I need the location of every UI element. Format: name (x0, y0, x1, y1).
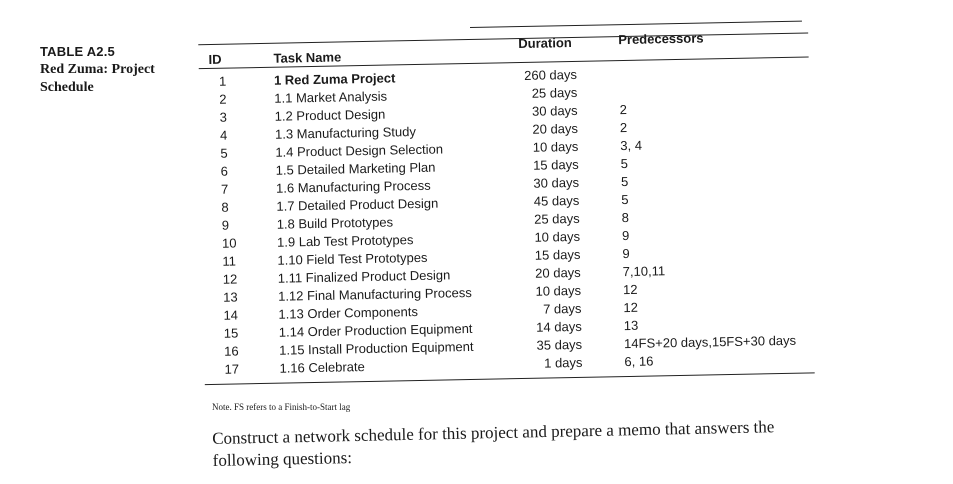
row-id: 15 (223, 325, 239, 341)
header-predecessors: Predecessors (618, 30, 704, 48)
row-task-name: 1.9 Lab Test Prototypes (276, 232, 414, 250)
row-id: 1 (218, 73, 227, 89)
row-id: 13 (222, 289, 238, 305)
row-predecessors: 9 (621, 227, 630, 244)
row-task-name: 1 Red Zuma Project (273, 70, 396, 88)
row-duration: 30 days (533, 174, 580, 191)
row-task-name: 1.1 Market Analysis (274, 88, 388, 106)
row-id: 10 (221, 235, 237, 251)
row-id: 7 (220, 181, 229, 197)
row-task-name: 1.11 Finalized Product Design (277, 267, 451, 286)
row-duration: 25 days (534, 210, 580, 227)
row-id: 11 (222, 253, 237, 269)
row-duration: 260 days (524, 66, 578, 83)
row-task-name: 1.12 Final Manufacturing Process (277, 284, 472, 304)
row-id: 17 (224, 361, 240, 377)
row-predecessors: 9 (622, 245, 630, 262)
row-id: 12 (222, 271, 238, 287)
row-task-name: 1.8 Build Prototypes (276, 214, 394, 232)
row-task-name: 1.16 Celebrate (279, 359, 365, 376)
row-duration: 20 days (532, 120, 579, 137)
row-id: 5 (220, 145, 228, 161)
row-predecessors: 2 (619, 101, 627, 118)
row-duration: 20 days (535, 264, 581, 281)
row-duration: 15 days (532, 156, 579, 173)
exercise-prompt: Construct a network schedule for this project and prepare a memo that answers the following questions: (212, 417, 775, 470)
row-duration: 10 days (535, 282, 582, 299)
row-task-name: 1.4 Product Design Selection (275, 141, 444, 160)
row-task-name: 1.14 Order Production Equipment (278, 320, 473, 340)
row-id: 9 (221, 217, 230, 233)
row-predecessors: 5 (620, 173, 629, 190)
row-duration: 10 days (532, 138, 579, 155)
row-duration: 45 days (533, 192, 580, 209)
row-id: 6 (220, 163, 229, 179)
row-duration: 35 days (536, 336, 583, 353)
row-predecessors: 7,10,11 (622, 263, 666, 280)
row-duration: 1 days (544, 354, 583, 371)
row-predecessors: 6, 16 (624, 353, 654, 370)
schedule-table (208, 18, 815, 389)
row-id: 16 (224, 343, 239, 359)
row-id: 14 (223, 307, 239, 323)
row-predecessors: 3, 4 (620, 137, 643, 154)
row-task-name: 1.5 Detailed Marketing Plan (275, 159, 436, 178)
table-note: Note. FS refers to a Finish-to-Start lag (212, 402, 351, 412)
row-id: 2 (219, 91, 227, 107)
row-task-name: 1.7 Detailed Product Design (276, 195, 439, 214)
row-duration: 14 days (536, 318, 582, 335)
row-duration: 30 days (531, 102, 578, 119)
header-task-name: Task Name (273, 49, 342, 66)
row-id: 3 (219, 109, 228, 125)
row-predecessors: 2 (619, 119, 628, 136)
table-top-rule (198, 30, 808, 48)
row-predecessors: 12 (623, 299, 639, 316)
row-duration: 10 days (534, 228, 581, 245)
row-task-name: 1.10 Field Test Prototypes (277, 249, 428, 268)
row-predecessors: 5 (621, 191, 629, 208)
row-task-name: 1.13 Order Components (278, 304, 419, 322)
row-task-name: 1.6 Manufacturing Process (275, 177, 431, 196)
row-predecessors: 5 (620, 155, 629, 172)
row-task-name: 1.3 Manufacturing Study (274, 124, 417, 142)
table-caption (40, 44, 190, 97)
table-label: TABLE A2.5 (40, 44, 115, 59)
row-predecessors: 13 (623, 317, 639, 334)
header-duration: Duration (518, 35, 572, 52)
row-id: 4 (219, 127, 228, 143)
row-predecessors: 12 (622, 281, 638, 298)
row-duration: 15 days (534, 246, 581, 263)
row-task-name: 1.2 Product Design (274, 106, 386, 124)
row-predecessors: 14FS+20 days,15FS+30 days (623, 332, 797, 352)
row-duration: 25 days (531, 84, 578, 101)
row-task-name: 1.15 Install Production Equipment (279, 338, 474, 358)
row-id: 8 (221, 199, 229, 215)
row-predecessors: 8 (621, 209, 630, 226)
table-title: Red Zuma: Project Schedule (40, 62, 155, 95)
row-duration: 7 days (542, 300, 582, 317)
header-id: ID (208, 51, 222, 67)
